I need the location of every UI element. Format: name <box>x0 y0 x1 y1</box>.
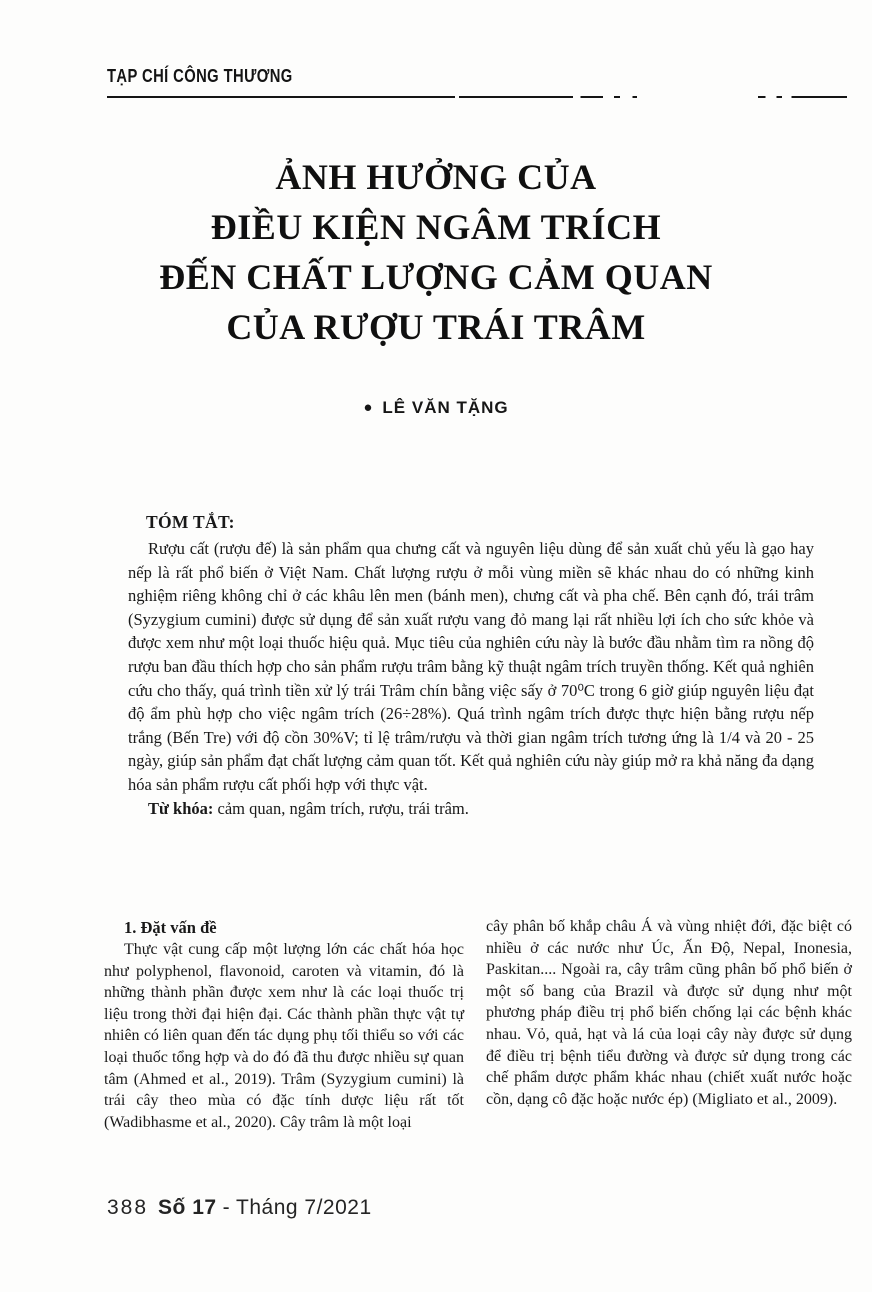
author-name: LÊ VĂN TẶNG <box>382 398 509 417</box>
abstract-section <box>128 512 814 820</box>
keywords-label: Từ khóa: <box>148 798 214 818</box>
article-title-line-4: CỦA RƯỢU TRÁI TRÂM <box>226 307 646 347</box>
article-title-line-2: ĐIỀU KIỆN NGÂM TRÍCH <box>210 207 662 247</box>
header-divider-rule <box>107 96 847 98</box>
article-title-line-1: ẢNH HƯỞNG CỦA <box>275 157 597 197</box>
article-title-line-3: ĐẾN CHẤT LƯỢNG CẢM QUAN <box>159 257 713 297</box>
keywords-line <box>128 797 814 821</box>
abstract-heading: TÓM TẮT: <box>146 512 235 532</box>
body-paragraph-left: Thực vật cung cấp một lượng lớn các chất hóa học như polyphenol, flavonoid, caroten và vitamin, đó là những thành phần được xem như là các loại thuốc trị liệu trong thời đại hiện đại. Các thành phần thực vật tự nhiên có liên quan đến tác dụng phụ tối thiểu so với các loại thuốc tổng hợp và do đó đã thu được nhiều sự quan tâm (Ahmed et al., 2019). Trâm (Syzygium cumini) là trái cây theo mùa có đặc tính dược liệu rất tốt (Wadibhasme et al., 2020). Cây trâm là một loại <box>104 941 464 1131</box>
footer-page-number: 388 <box>107 1196 149 1219</box>
journal-name: TẠP CHÍ CÔNG THƯƠNG <box>107 66 293 86</box>
keywords-text: cảm quan, ngâm trích, rượu, trái trâm. <box>213 798 469 818</box>
footer-issue-label: Số 17 <box>158 1196 217 1219</box>
article-title <box>0 152 872 352</box>
body-column-right <box>486 916 852 1110</box>
body-column-left <box>104 916 464 1133</box>
abstract-paragraph: Rượu cất (rượu đế) là sản phẩm qua chưng cất và nguyên liệu dùng để sản xuất chủ yếu là gạo hay nếp là rất phổ biến ở Việt Nam. Chất lượng rượu ở mỗi vùng miền sẽ khác nhau do có những kinh nghiệm riêng không chỉ ở các khâu lên men (bánh men), chưng cất và pha chế. Bên cạnh đó, trái trâm (Syzygium cumini) được sử dụng để sản xuất rượu vang đỏ mang lại rất nhiều lợi ích cho sức khỏe và được xem như một loại thuốc hiệu quả. Mục tiêu của nghiên cứu này là bước đầu nhằm tìm ra nồng độ rượu ban đầu thích hợp cho sản phẩm rượu trâm bằng kỹ thuật ngâm trích truyền thống. Kết quả nghiên cứu cho thấy, quá trình tiền xử lý trái Trâm chín bằng việc sấy ở 70⁰C trong 6 giờ giúp nguyên liệu đạt độ ẩm phù hợp cho việc ngâm trích (26÷28%). Quá trình ngâm trích được thực hiện bằng rượu nếp trắng (Bến Tre) với độ cồn 30%V; tỉ lệ trâm/rượu và thời gian ngâm trích tương ứng là 1/4 và 20 - 25 ngày, giúp sản phẩm đạt chất lượng cảm quan tốt. Kết quả nghiên cứu này giúp mở ra khả năng đa dạng hóa sản phẩm rượu cất phối hợp với thực vật. <box>128 539 814 794</box>
author-line <box>0 398 872 418</box>
page-footer <box>107 1196 372 1220</box>
body-paragraph-right: cây phân bố khắp châu Á và vùng nhiệt đới, đặc biệt có nhiều ở các nước như Úc, Ấn Độ, Nepal, Inonesia, Paskitan.... Ngoài ra, cây trâm cũng phân bố phổ biến ở một số bang của Brazil và được sử dụng như một phương pháp điều trị phổ biến chống lại các bệnh khác nhau. Vỏ, quả, hạt và lá của loại cây này được sử dụng để điều trị bệnh tiểu đường và được sử dụng trong các chế phẩm dược phẩm khác nhau (chiết xuất nước hoặc cồn, dạng cô đặc hoặc nước ép) (Migliato et al., 2009). <box>486 918 852 1108</box>
footer-issue-date: - Tháng 7/2021 <box>222 1196 372 1219</box>
author-bullet-icon: ● <box>363 399 374 416</box>
section-heading-1: 1. Đặt vấn đề <box>124 918 217 937</box>
